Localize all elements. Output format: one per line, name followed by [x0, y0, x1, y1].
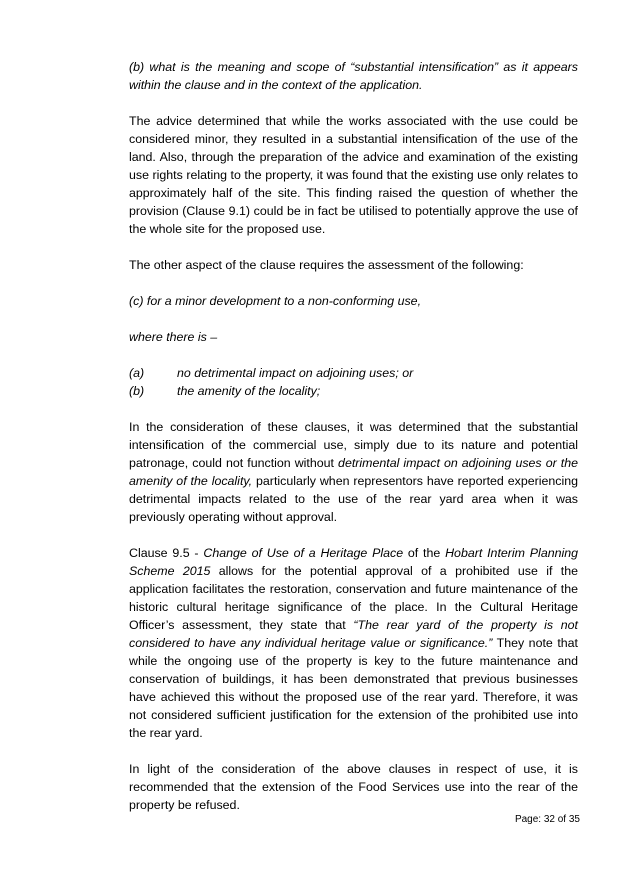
- page-number: Page: 32 of 35: [514, 814, 580, 825]
- clause-95-paragraph: [129, 544, 578, 742]
- clause-c-paragraph: (c) for a minor development to a non-conforming use,: [129, 294, 422, 308]
- where-there-is-paragraph: where there is –: [129, 330, 218, 344]
- list-item: [129, 382, 578, 400]
- document-body: [129, 58, 578, 832]
- heritage-officer-quote: “The rear yard of the property is not considered to have any individual heritage value or significance.”: [129, 618, 578, 650]
- clause-95-suffix: They note that while the ongoing use of the property is key to the future maintenance and conservation of buildings, it has been demonstrated that previous businesses have achieved this without the proposed use of the rear yard. Therefore, it was not considered sufficient justification for the extension of the prohibited use into the rear yard.: [129, 636, 578, 740]
- conclusion-paragraph: In light of the consideration of the above clauses in respect of use, it is recommended that the extension of the Food Services use into the rear of the property be refused.: [129, 762, 578, 812]
- clause-95-title: Change of Use of a Heritage Place: [203, 546, 404, 560]
- clause-95-middle-2: allows for the potential approval of a prohibited use if the application facilitates the restoration, conservation and future maintenance of the historic cultural heritage significance of the place. In the Cultural Heritage Officer’s assessment, they state that: [129, 564, 578, 632]
- clause-95-middle-1: of the: [403, 546, 446, 560]
- clause-95-prefix: Clause 9.5 -: [129, 546, 204, 560]
- planning-scheme-name: Hobart Interim Planning Scheme 2015: [129, 546, 579, 578]
- consideration-italic-text: detrimental impact on adjoining uses or the amenity of the locality,: [129, 456, 578, 488]
- criteria-list: [129, 364, 578, 400]
- advice-paragraph: The advice determined that while the works associated with the use could be considered minor, they resulted in a substantial intensification of the use of the land. Also, through the preparation of the advice and examination of the existing use rights relating to the property, it was found that the existing use only relates to approximately half of the site. This finding raised the question of whether the provision (Clause 9.1) could be in fact be utilised to potentially approve the use of the whole site for the proposed use.: [129, 114, 578, 236]
- other-aspect-paragraph: The other aspect of the clause requires the assessment of the following:: [129, 258, 524, 272]
- list-item-text: no detrimental impact on adjoining uses; or: [177, 366, 414, 380]
- question-b-paragraph: (b) what is the meaning and scope of “substantial intensification” as it appears within the clause and in the context of the application.: [129, 60, 578, 92]
- list-item: [129, 364, 578, 382]
- list-item-marker: (a): [129, 366, 145, 380]
- list-item-text: the amenity of the locality;: [177, 384, 321, 398]
- consideration-paragraph: [129, 418, 578, 526]
- consideration-text-part-2: particularly when representors have reported experiencing detrimental impacts related to the use of the rear yard area when it was previously operating without approval.: [129, 474, 578, 524]
- list-item-marker: (b): [129, 384, 145, 398]
- consideration-text-part-1: In the consideration of these clauses, it was determined that the substantial intensification of the commercial use, simply due to its nature and potential patronage, could not function without: [129, 420, 578, 470]
